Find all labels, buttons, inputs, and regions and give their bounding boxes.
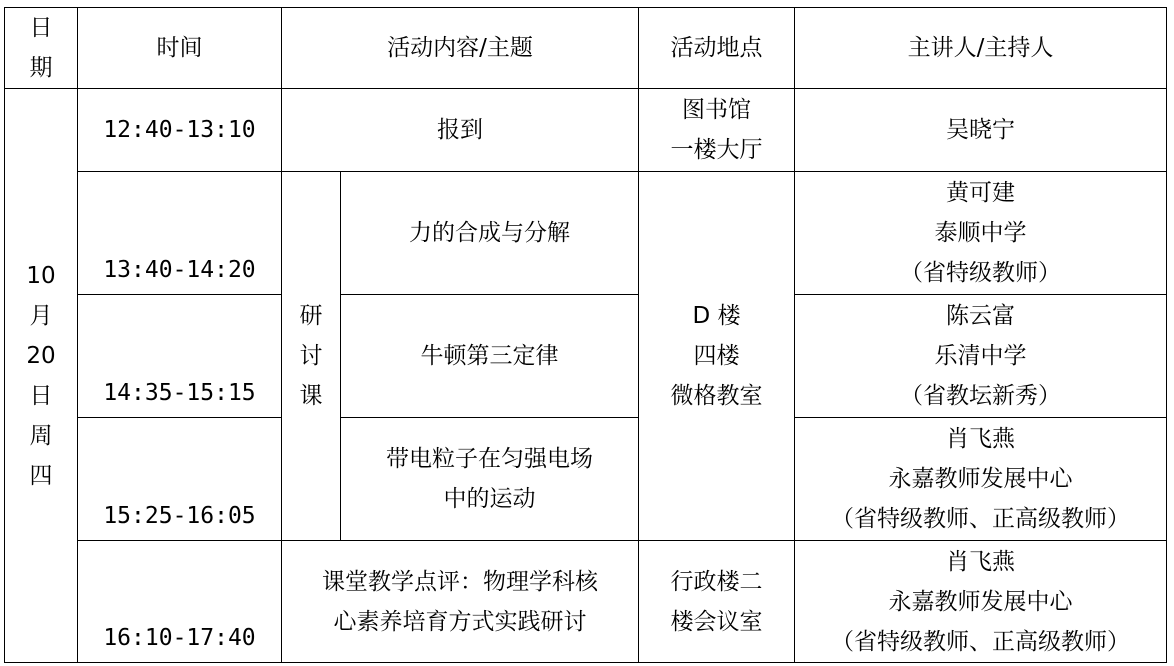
location-line: 四楼 — [693, 343, 740, 369]
table-row — [5, 418, 1167, 541]
location-line: 楼会议室 — [670, 608, 763, 635]
location-line: 微格教室 — [670, 383, 763, 409]
location-line: 行政楼二 — [670, 568, 763, 595]
speaker-line: 陈云富 — [946, 303, 1015, 329]
location-line: 一楼大厅 — [670, 137, 763, 163]
speaker-line: （省特级教师、正高级教师） — [831, 628, 1130, 655]
time-cell: 15:25-16:05 — [78, 418, 282, 541]
time-cell: 14:35-15:15 — [78, 295, 282, 418]
seminar-label-char: 讨 — [299, 343, 323, 369]
content-cell — [282, 89, 639, 172]
seminar-label-char: 课 — [299, 383, 323, 409]
location-line: 图书馆 — [682, 97, 751, 123]
speaker-line: 肖飞燕 — [946, 548, 1015, 575]
speaker-line: 吴晓宁 — [946, 117, 1015, 143]
speaker-cell — [795, 172, 1167, 295]
speaker-cell — [795, 295, 1167, 418]
speaker-cell — [795, 418, 1167, 541]
location-cell — [639, 89, 795, 172]
content-line: 带电粒子在匀强电场 — [386, 446, 593, 472]
schedule-table — [4, 7, 1167, 663]
speaker-line: （省教坛新秀） — [900, 383, 1061, 409]
speaker-line: 永嘉教师发展中心 — [888, 466, 1073, 492]
speaker-line: 乐清中学 — [934, 343, 1027, 369]
table-row — [5, 541, 1167, 663]
speaker-cell — [795, 89, 1167, 172]
seminar-label-char: 研 — [299, 303, 323, 329]
date-part: 日 — [29, 382, 53, 409]
speaker-line: 永嘉教师发展中心 — [888, 588, 1073, 615]
content-line: 报到 — [437, 117, 483, 143]
content-line: 心素养培育方式实践研讨 — [333, 608, 587, 635]
header-speaker: 主讲人/主持人 — [795, 8, 1167, 89]
date-part: 月 — [29, 302, 53, 329]
location-cell — [639, 541, 795, 663]
content-cell — [341, 295, 639, 418]
content-line: 力的合成与分解 — [409, 220, 570, 246]
speaker-line: （省特级教师） — [900, 260, 1061, 286]
location-line: D 楼 — [692, 303, 741, 329]
content-line: 中的运动 — [443, 486, 536, 512]
content-cell — [341, 172, 639, 295]
speaker-line: 肖飞燕 — [946, 426, 1015, 452]
header-date — [5, 8, 78, 89]
date-part: 周 — [29, 422, 53, 449]
speaker-line: 泰顺中学 — [934, 220, 1027, 246]
content-line: 课堂教学点评：物理学科核 — [322, 568, 598, 595]
seminar-label-cell — [282, 172, 341, 541]
time-cell: 12:40-13:10 — [78, 89, 282, 172]
date-part: 10 — [26, 262, 56, 289]
header-content: 活动内容/主题 — [282, 8, 639, 89]
header-location: 活动地点 — [639, 8, 795, 89]
content-line: 牛顿第三定律 — [420, 343, 559, 369]
date-part: 20 — [26, 342, 56, 369]
header-row — [5, 8, 1167, 89]
header-time: 时间 — [78, 8, 282, 89]
table-row — [5, 89, 1167, 172]
speaker-cell — [795, 541, 1167, 663]
header-date-char: 期 — [29, 55, 53, 81]
time-cell: 16:10-17:40 — [78, 541, 282, 663]
table-row — [5, 172, 1167, 295]
speaker-line: （省特级教师、正高级教师） — [831, 506, 1130, 532]
time-cell: 13:40-14:20 — [78, 172, 282, 295]
speaker-line: 黄可建 — [946, 180, 1015, 206]
content-cell — [341, 418, 639, 541]
content-cell — [282, 541, 639, 663]
table-row — [5, 295, 1167, 418]
date-cell — [5, 89, 78, 663]
date-part: 四 — [29, 462, 53, 489]
header-date-char: 日 — [29, 15, 53, 41]
location-cell — [639, 172, 795, 541]
